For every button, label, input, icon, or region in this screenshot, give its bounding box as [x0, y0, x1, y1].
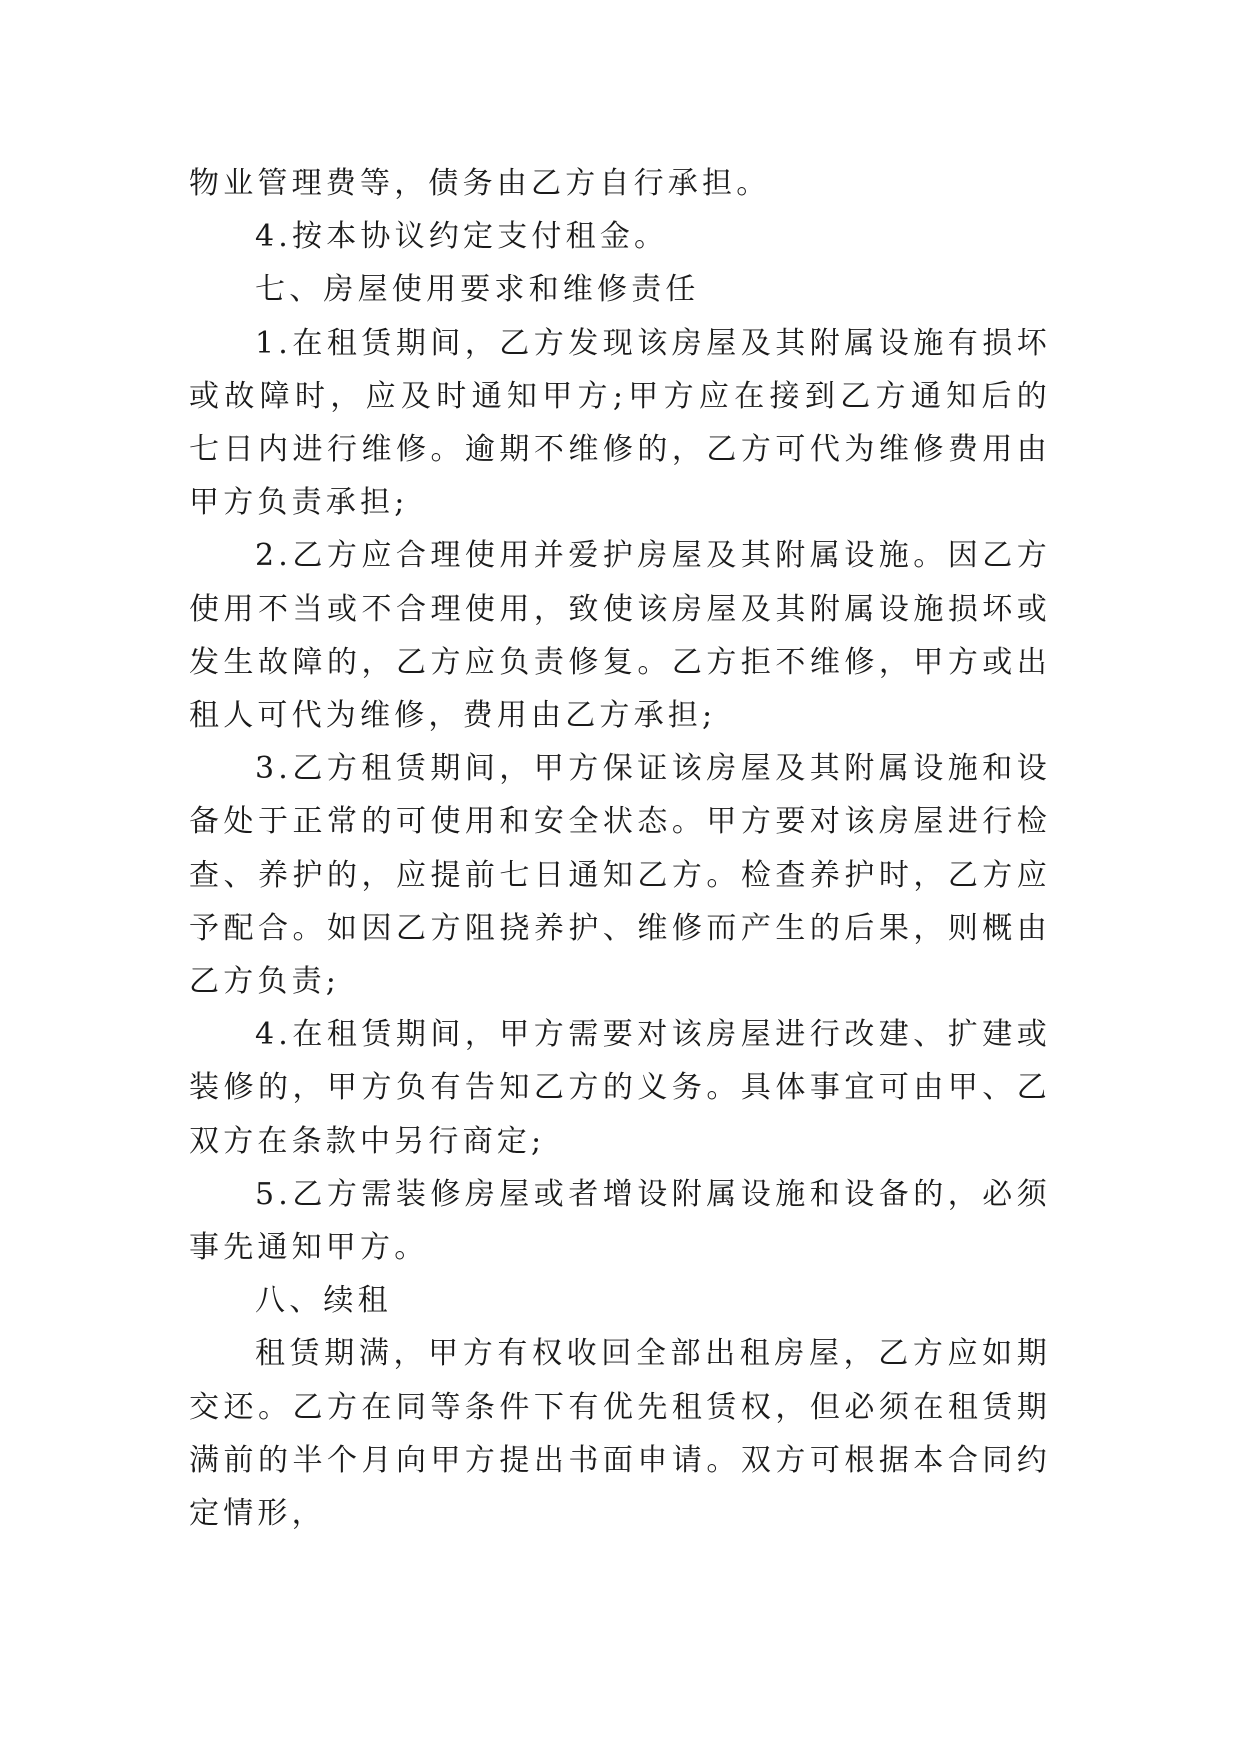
document-body: [189, 157, 1051, 1540]
paragraph: 1.在租赁期间，乙方发现该房屋及其附属设施有损坏或故障时，应及时通知甲方;甲方应在接到乙方通知后的七日内进行维修。逾期不维修的，乙方可代为维修费用由甲方负责承担;: [189, 325, 1051, 521]
paragraph: 2.乙方应合理使用并爱护房屋及其附属设施。因乙方使用不当或不合理使用，致使该房屋及其附属设施损坏或发生故障的，乙方应负责修复。乙方拒不维修，甲方或出租人可代为维修，费用由乙方承担;: [189, 538, 1051, 734]
paragraph: 3.乙方租赁期间，甲方保证该房屋及其附属设施和设备处于正常的可使用和安全状态。甲方要对该房屋进行检查、养护的，应提前七日通知乙方。检查养护时，乙方应予配合。如因乙方阻挠养护、维修而产生的后果，则概由乙方负责;: [189, 751, 1051, 1000]
paragraph: 4.在租赁期间，甲方需要对该房屋进行改建、扩建或装修的，甲方负有告知乙方的义务。具体事宜可由甲、乙双方在条款中另行商定;: [189, 1017, 1051, 1159]
section-heading: 八、续租: [255, 1283, 392, 1319]
paragraph: 物业管理费等，债务由乙方自行承担。: [189, 166, 771, 201]
paragraph: 5.乙方需装修房屋或者增设附属设施和设备的，必须事先通知甲方。: [189, 1176, 1051, 1266]
section-heading: 七、房屋使用要求和维修责任: [255, 272, 700, 308]
paragraph: 租赁期满，甲方有权收回全部出租房屋，乙方应如期交还。乙方在同等条件下有优先租赁权，但必须在租赁期满前的半个月向甲方提出书面申请。双方可根据本合同约定情形，: [189, 1336, 1051, 1532]
paragraph: 4.按本协议约定支付租金。: [255, 219, 669, 255]
